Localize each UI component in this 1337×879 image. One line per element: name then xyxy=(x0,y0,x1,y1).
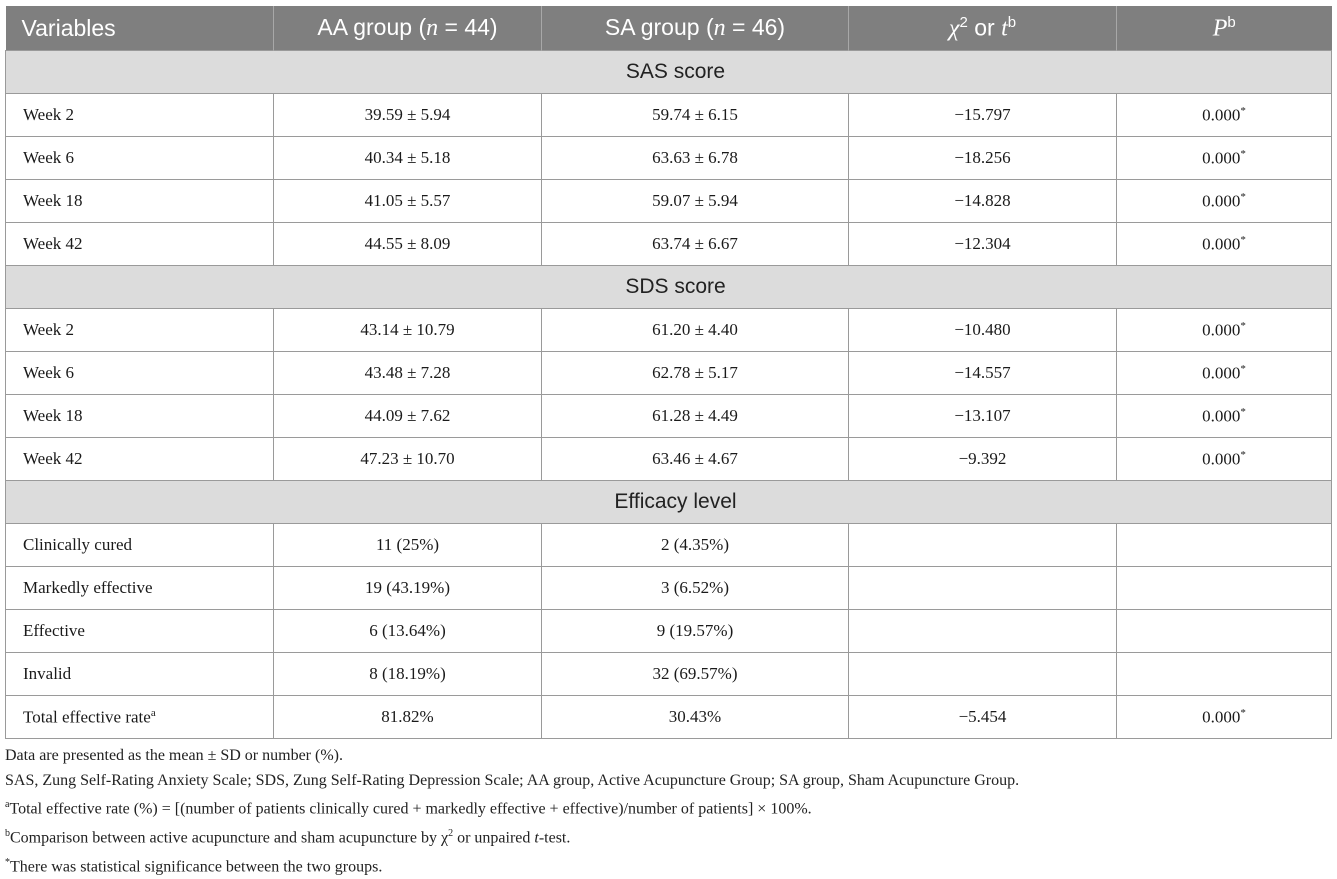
aa-value-cell: 8 (18.19%) xyxy=(274,653,542,696)
statistic-value-cell: −14.828 xyxy=(849,180,1117,223)
table-row xyxy=(6,309,1332,352)
statistic-value-cell: −5.454 xyxy=(849,696,1117,739)
table-row xyxy=(6,223,1332,266)
footnote-b-text-pre: Comparison between active acupuncture and sham acupuncture by χ xyxy=(10,829,449,847)
header-chi-sup: 2 xyxy=(959,13,968,31)
aa-value-cell: 43.14 ± 10.79 xyxy=(274,309,542,352)
header-p: P xyxy=(1212,15,1228,42)
row-label-cell xyxy=(6,696,274,739)
section-row xyxy=(6,266,1332,309)
statistic-value-cell: −10.480 xyxy=(849,309,1117,352)
p-value-cell xyxy=(1117,524,1332,567)
footnote-star xyxy=(5,851,1331,879)
section-row xyxy=(6,51,1332,94)
footnote-2-text: SAS, Zung Self-Rating Anxiety Scale; SDS, Zung Self-Rating Depression Scale; AA group, Active Acupuncture Group; SA group, Sham Acupuncture Group. xyxy=(5,771,1020,789)
p-value: 0.000 xyxy=(1202,406,1241,426)
sa-value-cell: 2 (4.35%) xyxy=(542,524,849,567)
aa-value-cell: 81.82% xyxy=(274,696,542,739)
table-row xyxy=(6,395,1332,438)
row-label-cell xyxy=(6,180,274,223)
footnote-1-text: Data are presented as the mean ± SD or number (%). xyxy=(5,747,343,764)
p-value-cell xyxy=(1117,137,1332,180)
statistic-value-cell: −14.557 xyxy=(849,352,1117,395)
row-label-cell xyxy=(6,137,274,180)
sa-value-cell: 59.07 ± 5.94 xyxy=(542,180,849,223)
table-header xyxy=(6,6,1332,51)
statistic-value-cell xyxy=(849,524,1117,567)
p-value-cell xyxy=(1117,696,1332,739)
sa-value-cell: 59.74 ± 6.15 xyxy=(542,94,849,137)
row-label-cell xyxy=(6,567,274,610)
table-row xyxy=(6,610,1332,653)
statistic-value-cell: −9.392 xyxy=(849,438,1117,481)
aa-value-cell: 47.23 ± 10.70 xyxy=(274,438,542,481)
section-title: SDS score xyxy=(6,266,1332,309)
aa-value-cell: 40.34 ± 5.18 xyxy=(274,137,542,180)
table-footnotes xyxy=(5,744,1331,879)
significance-mark: * xyxy=(1240,362,1246,375)
table-body xyxy=(6,51,1332,739)
row-label: Clinically cured xyxy=(23,535,133,554)
row-label-cell xyxy=(6,610,274,653)
header-sa-group xyxy=(542,6,849,51)
footnote-star-mark: * xyxy=(5,856,10,868)
table-row xyxy=(6,438,1332,481)
row-label: Week 18 xyxy=(23,406,83,425)
table-row xyxy=(6,524,1332,567)
row-label-cell xyxy=(6,223,274,266)
section-title: Efficacy level xyxy=(6,481,1332,524)
statistic-value-cell: −13.107 xyxy=(849,395,1117,438)
header-sa-n: n xyxy=(713,15,726,41)
header-or: or xyxy=(967,14,1002,41)
p-value-cell xyxy=(1117,438,1332,481)
p-value: 0.000 xyxy=(1202,105,1241,125)
row-label: Total effective rate xyxy=(23,707,151,727)
section-title: SAS score xyxy=(6,51,1332,94)
table-row xyxy=(6,653,1332,696)
footnote-abbreviations xyxy=(5,769,1331,794)
sa-value-cell: 30.43% xyxy=(542,696,849,739)
header-variables xyxy=(6,6,274,51)
p-value-cell xyxy=(1117,395,1332,438)
header-variables-text: Variables xyxy=(21,14,116,41)
footnote-b-mark: b xyxy=(5,827,10,839)
significance-mark: * xyxy=(1240,405,1246,418)
aa-value-cell: 19 (43.19%) xyxy=(274,567,542,610)
significance-mark: * xyxy=(1240,706,1246,719)
p-value-cell xyxy=(1117,352,1332,395)
header-aa-text: AA group ( xyxy=(317,14,427,40)
p-value-cell xyxy=(1117,180,1332,223)
row-label-cell xyxy=(6,309,274,352)
significance-mark: * xyxy=(1240,147,1246,160)
row-label-cell xyxy=(6,653,274,696)
footnote-b-text-post: -test. xyxy=(538,829,571,847)
aa-value-cell: 41.05 ± 5.57 xyxy=(274,180,542,223)
header-p-value xyxy=(1117,6,1332,51)
p-value-cell xyxy=(1117,94,1332,137)
row-label: Week 18 xyxy=(23,191,83,210)
p-value: 0.000 xyxy=(1202,320,1241,340)
row-label-cell xyxy=(6,352,274,395)
statistic-value-cell: −12.304 xyxy=(849,223,1117,266)
header-sa-eq: = 46) xyxy=(725,14,786,40)
significance-mark: * xyxy=(1240,448,1246,461)
p-value: 0.000 xyxy=(1202,191,1241,211)
statistic-value-cell xyxy=(849,653,1117,696)
footnote-a xyxy=(5,793,1331,822)
footnote-a-mark: a xyxy=(5,799,10,810)
statistic-value-cell xyxy=(849,567,1117,610)
p-value: 0.000 xyxy=(1202,234,1241,254)
p-value-cell xyxy=(1117,610,1332,653)
footnote-b-chi-sup: 2 xyxy=(448,827,454,839)
statistic-value-cell xyxy=(849,610,1117,653)
sa-value-cell: 63.63 ± 6.78 xyxy=(542,137,849,180)
header-aa-eq: = 44) xyxy=(438,14,498,40)
row-label-cell xyxy=(6,94,274,137)
aa-value-cell: 6 (13.64%) xyxy=(274,610,542,653)
p-value-cell xyxy=(1117,309,1332,352)
footnote-a-text: Total effective rate (%) = [(number of patients clinically cured + markedly effective + effective)/number of patients] × 100%. xyxy=(9,800,812,818)
footnote-b xyxy=(5,822,1331,851)
row-label-cell xyxy=(6,524,274,567)
significance-mark: * xyxy=(1240,104,1246,117)
row-label: Week 2 xyxy=(23,320,75,339)
p-value: 0.000 xyxy=(1202,707,1241,727)
row-label: Week 2 xyxy=(23,105,75,124)
aa-value-cell: 39.59 ± 5.94 xyxy=(274,94,542,137)
row-label-cell xyxy=(6,438,274,481)
header-t-sup: b xyxy=(1007,13,1017,31)
header-p-sup: b xyxy=(1227,13,1236,31)
row-label: Effective xyxy=(23,621,85,640)
row-label: Week 42 xyxy=(23,449,83,468)
p-value-cell xyxy=(1117,653,1332,696)
sa-value-cell: 3 (6.52%) xyxy=(542,567,849,610)
row-label-cell xyxy=(6,395,274,438)
p-value: 0.000 xyxy=(1202,449,1241,469)
significance-mark: * xyxy=(1240,319,1246,332)
table-row xyxy=(6,137,1332,180)
header-aa-group xyxy=(274,6,542,51)
row-label: Markedly effective xyxy=(23,578,153,597)
footnote-star-text: There was statistical significance between the two groups. xyxy=(10,857,383,875)
row-label-footnote-mark: a xyxy=(150,706,156,719)
header-statistic xyxy=(849,6,1117,51)
header-row xyxy=(6,6,1332,51)
header-chi: χ xyxy=(948,15,960,42)
p-value-cell xyxy=(1117,223,1332,266)
statistic-value-cell: −15.797 xyxy=(849,94,1117,137)
sa-value-cell: 62.78 ± 5.17 xyxy=(542,352,849,395)
sa-value-cell: 61.28 ± 4.49 xyxy=(542,395,849,438)
sa-value-cell: 63.74 ± 6.67 xyxy=(542,223,849,266)
significance-mark: * xyxy=(1240,233,1246,246)
p-value: 0.000 xyxy=(1202,363,1241,383)
sa-value-cell: 63.46 ± 4.67 xyxy=(542,438,849,481)
row-label: Week 6 xyxy=(23,363,75,382)
aa-value-cell: 44.55 ± 8.09 xyxy=(274,223,542,266)
table-row xyxy=(6,352,1332,395)
row-label: Invalid xyxy=(23,664,72,683)
aa-value-cell: 11 (25%) xyxy=(274,524,542,567)
sa-value-cell: 9 (19.57%) xyxy=(542,610,849,653)
footnote-data-format xyxy=(5,744,1331,769)
row-label: Week 42 xyxy=(23,234,83,253)
sa-value-cell: 32 (69.57%) xyxy=(542,653,849,696)
table-row xyxy=(6,94,1332,137)
header-aa-n: n xyxy=(426,15,439,41)
sa-value-cell: 61.20 ± 4.40 xyxy=(542,309,849,352)
p-value: 0.000 xyxy=(1202,148,1241,168)
section-row xyxy=(6,481,1332,524)
header-t: t xyxy=(1001,15,1008,42)
significance-mark: * xyxy=(1240,190,1246,203)
footnote-b-t: t xyxy=(534,829,539,847)
table-row xyxy=(6,567,1332,610)
results-table-container xyxy=(5,6,1331,739)
p-value-cell xyxy=(1117,567,1332,610)
row-label: Week 6 xyxy=(23,148,75,167)
footnote-b-text-mid: or unpaired xyxy=(453,829,535,847)
header-sa-text: SA group ( xyxy=(604,14,714,40)
table-row xyxy=(6,696,1332,739)
results-table xyxy=(5,6,1332,739)
aa-value-cell: 43.48 ± 7.28 xyxy=(274,352,542,395)
statistic-value-cell: −18.256 xyxy=(849,137,1117,180)
aa-value-cell: 44.09 ± 7.62 xyxy=(274,395,542,438)
table-row xyxy=(6,180,1332,223)
